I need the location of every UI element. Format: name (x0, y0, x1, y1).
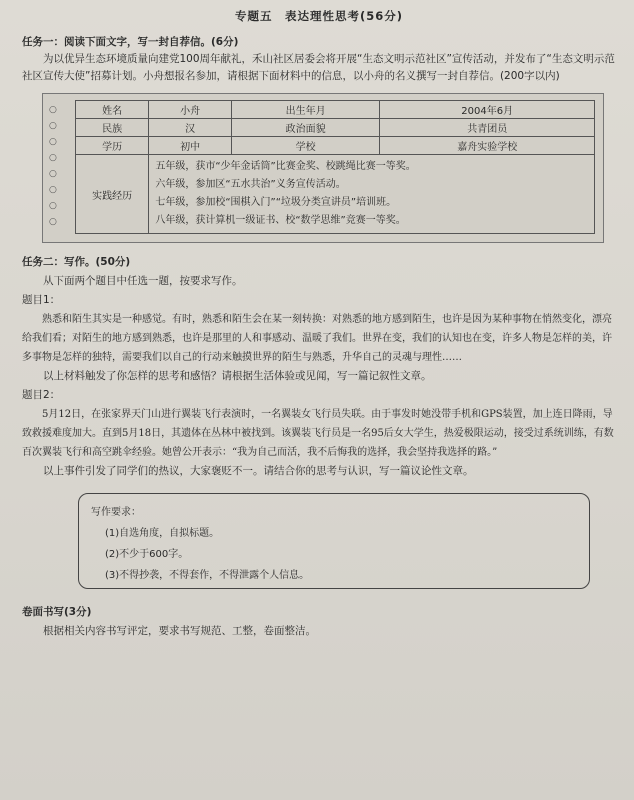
table-cell: 嘉舟实验学校 (380, 137, 595, 155)
table-cell: 出生年月 (231, 101, 380, 119)
requirements-label: 写作要求： (91, 507, 141, 518)
requirements-box (78, 493, 590, 589)
table-cell: 2004年6月 (380, 101, 595, 119)
task1-text: 为以优异生态环境质量向建党100周年献礼，禾山社区居委会将开展“生态文明示范社区”宣传活动，并发布了“生态文明示范社区宣传大使”招募计划。小舟想报名参加，请根据下面材料中的信息，以小舟的名义撰写一封自荐信。(200字以内) (22, 53, 615, 82)
table-cell: 小舟 (149, 101, 232, 119)
practice-cell (149, 155, 595, 234)
table-cell: 初中 (149, 137, 232, 155)
requirement-item: (1)自选角度，自拟标题。 (105, 528, 220, 539)
table-cell: 学历 (76, 137, 149, 155)
page-title: 专题五 表达理性思考(56分) (234, 9, 403, 23)
practice-item: 七年级，参加校“围棋入门”“垃圾分类宣讲员”培训班。 (155, 197, 397, 208)
task2-instruction: 从下面两个题目中任选一题，按要求写作。 (43, 275, 243, 287)
table-row (76, 155, 595, 234)
topic2-prompt: 以上事件引发了同学们的热议，大家褒贬不一。请结合你的思考与认识，写一篇议论性文章。 (43, 465, 474, 477)
handwriting-text: 根据相关内容书写评定，要求书写规范、工整，卷面整洁。 (43, 625, 316, 637)
info-card (42, 93, 604, 243)
handwriting-heading: 卷面书写(3分) (22, 606, 92, 618)
task2-heading: 任务二：写作。(50分) (22, 256, 131, 268)
task1-heading: 任务一：阅读下面文字，写一封自荐信。(6分) (22, 36, 239, 48)
task2-section (22, 253, 616, 481)
topic1-prompt: 以上材料触发了你怎样的思考和感悟？请根据生活体验或见闻，写一篇记叙性文章。 (43, 370, 432, 382)
table-row (76, 119, 595, 137)
table-cell: 姓名 (76, 101, 149, 119)
requirement-item: (2)不少于600字。 (105, 549, 189, 560)
practice-label: 实践经历 (76, 155, 149, 234)
table-row (76, 101, 595, 119)
requirement-item: (3)不得抄袭，不得套作，不得泄露个人信息。 (105, 570, 310, 581)
practice-item: 五年级，获市“少年金话筒”比赛金奖、校跳绳比赛一等奖。 (155, 161, 416, 172)
topic2-text: 5月12日，在张家界天门山进行翼装飞行表演时，一名翼装女飞行员失联。由于事发时她没带手机和GPS装置，加上连日降雨，导致救援难度加大。直到5月18日，其遗体在丛林中被找到。该翼装飞行员是一名95后女大学生，热爱极限运动，接受过系统训练，有数百次翼装飞行和高空跳伞经验。她曾公开表示：“我为自己而活，我不后悔我的选择，我会坚持我选择的路。” (22, 409, 614, 458)
practice-item: 八年级，获计算机一级证书、校“数学思维”竞赛一等奖。 (155, 215, 406, 226)
practice-item: 六年级，参加区“五水共治”义务宣传活动。 (155, 179, 346, 190)
table-cell: 共青团员 (380, 119, 595, 137)
table-cell: 学校 (231, 137, 380, 155)
topic1-text: 熟悉和陌生其实是一种感觉。有时，熟悉和陌生会在某一刻转换：对熟悉的地方感到陌生，也许是因为某种事物在悄然变化，漂亮给我们看；对陌生的地方感到熟悉，也许是那里的人和事感动、温暖了我们。世界在变，我们的认知也在变，许多人物是怎样的美，许多事物是怎样的独特，需要我们以自己的行动来触摸世界的陌生与熟悉，升华自己的灵魂与理性…… (22, 314, 612, 363)
table-cell: 政治面貌 (231, 119, 380, 137)
topic1-label: 题目1： (22, 294, 61, 306)
table-cell: 汉 (149, 119, 232, 137)
table-cell: 民族 (76, 119, 149, 137)
topic2-label: 题目2： (22, 389, 61, 401)
info-table (75, 100, 595, 234)
table-row (76, 137, 595, 155)
handwriting-section (22, 603, 616, 641)
binder-rings-icon: ○ ○ ○ ○ ○ ○ ○ ○ (49, 105, 57, 227)
